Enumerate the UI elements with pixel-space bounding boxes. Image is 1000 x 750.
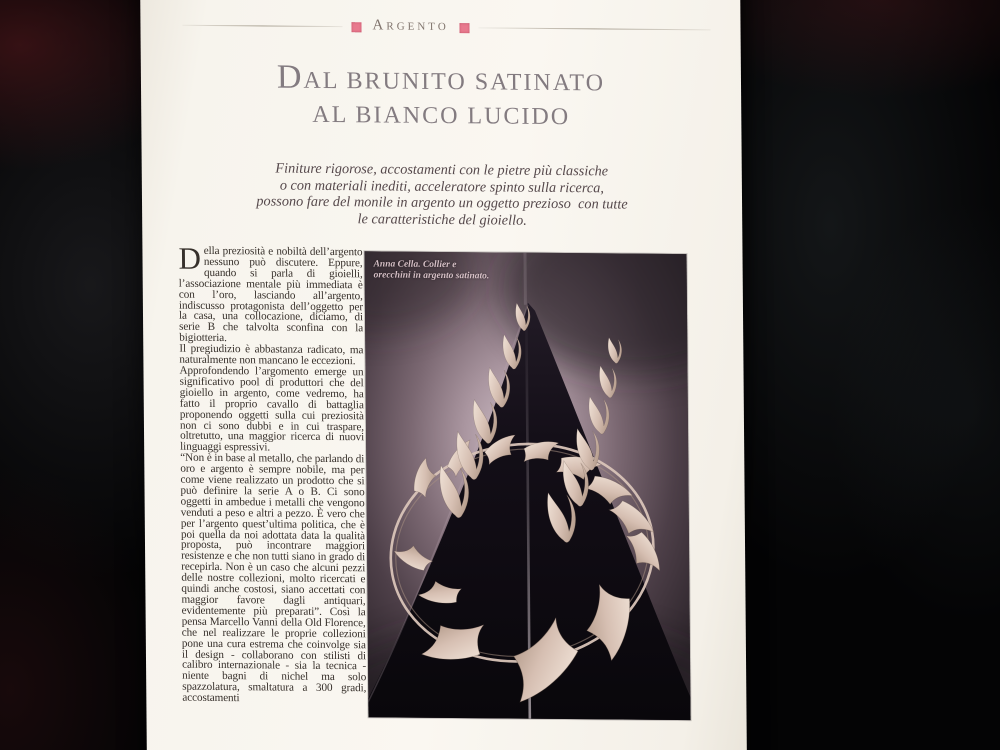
section-label: Argento xyxy=(372,17,449,35)
deck-line-4: le caratteristiche del gioiello. xyxy=(357,210,527,229)
deck-line-2: o con materiali inediti, acceleratore spinto sulla ricerca, xyxy=(279,177,605,196)
header-rule-left xyxy=(182,25,342,27)
section-marker-left-square-icon xyxy=(351,22,361,32)
article-title xyxy=(141,55,742,133)
photo-caption: Anna Cella. Collier e orecchini in argento satinato. xyxy=(373,259,490,282)
article-paragraph: Della preziosità e nobiltà dell’argento nessuno può discutere. Eppure, quando si parla di gioielli, l’associazione mentale più immediata è con l’oro, lasciando all’argento, indiscusso protagonista dell’oggetto per la casa, una collocazione, diciamo, di serie B che talvolta sconfina con la bigiotteria. xyxy=(178,240,364,345)
article-title-line-1: DAL BRUNITO SATINATO xyxy=(276,58,606,97)
jewelry-photo-figure xyxy=(364,251,690,720)
article-body xyxy=(178,240,367,706)
header-rule-right xyxy=(479,27,711,30)
deck-line-3: possono fare del monile in argento un oggetto prezioso con tutte xyxy=(256,193,628,213)
article-paragraph: Il pregiudizio è abbastanza radicato, ma naturalmente non mancano le eccezioni. xyxy=(179,342,364,368)
article-paragraph: Approfondendo l’argomento emerge un significativo pool di produttori che del gioiello in argento, come vedremo, ha fatto il proprio cavallo di battaglia proponendo oggetti sulla cui preziosità non ci sono dubbi e in cui traspare, oltretutto, una maggior ricerca di nuovi linguaggi espressivi. xyxy=(179,364,365,454)
section-header xyxy=(182,16,710,40)
magazine-page xyxy=(140,0,747,750)
article-paragraph: “Non è in base al metallo, che parlando di oro e argento è sempre nobile, ma per come viene realizzato un prodotto che si può definire la serie A o B. Ci sono oggetti in ambedue i metalli che vengono venduti a peso e altri a pezzo. È vero che per l’argento quest’ultima politica, che è poi quella da noi adottata data la qualità proposta, può incontrare maggiori resistenze e che non tutti siano in grado di recepirla. Non è un caso che alcuni pezzi delle nostre collezioni, molto ricercati e quindi anche costosi, siano accettati con maggior favore dagli antiquari, evidentemente più preparati”. Così la pensa Marcello Vanni della Old Florence, che nel realizzare le proprie collezioni pone una cura estrema che coinvolge sia il design - collaborano con stilisti di calibro internazionale - sia la tecnica - niente bagni di nichel ma solo spazzolatura, smaltatura a 300 gradi, accostamenti xyxy=(180,451,367,705)
deck-line-1: Finiture rigorose, accostamenti con le pietre più classiche xyxy=(275,160,609,180)
article-title-line-2: AL BIANCO LUCIDO xyxy=(312,101,571,130)
section-marker-right-square-icon xyxy=(460,23,470,33)
article-deck xyxy=(142,159,743,230)
jewelry-photo-illustration xyxy=(364,251,690,720)
